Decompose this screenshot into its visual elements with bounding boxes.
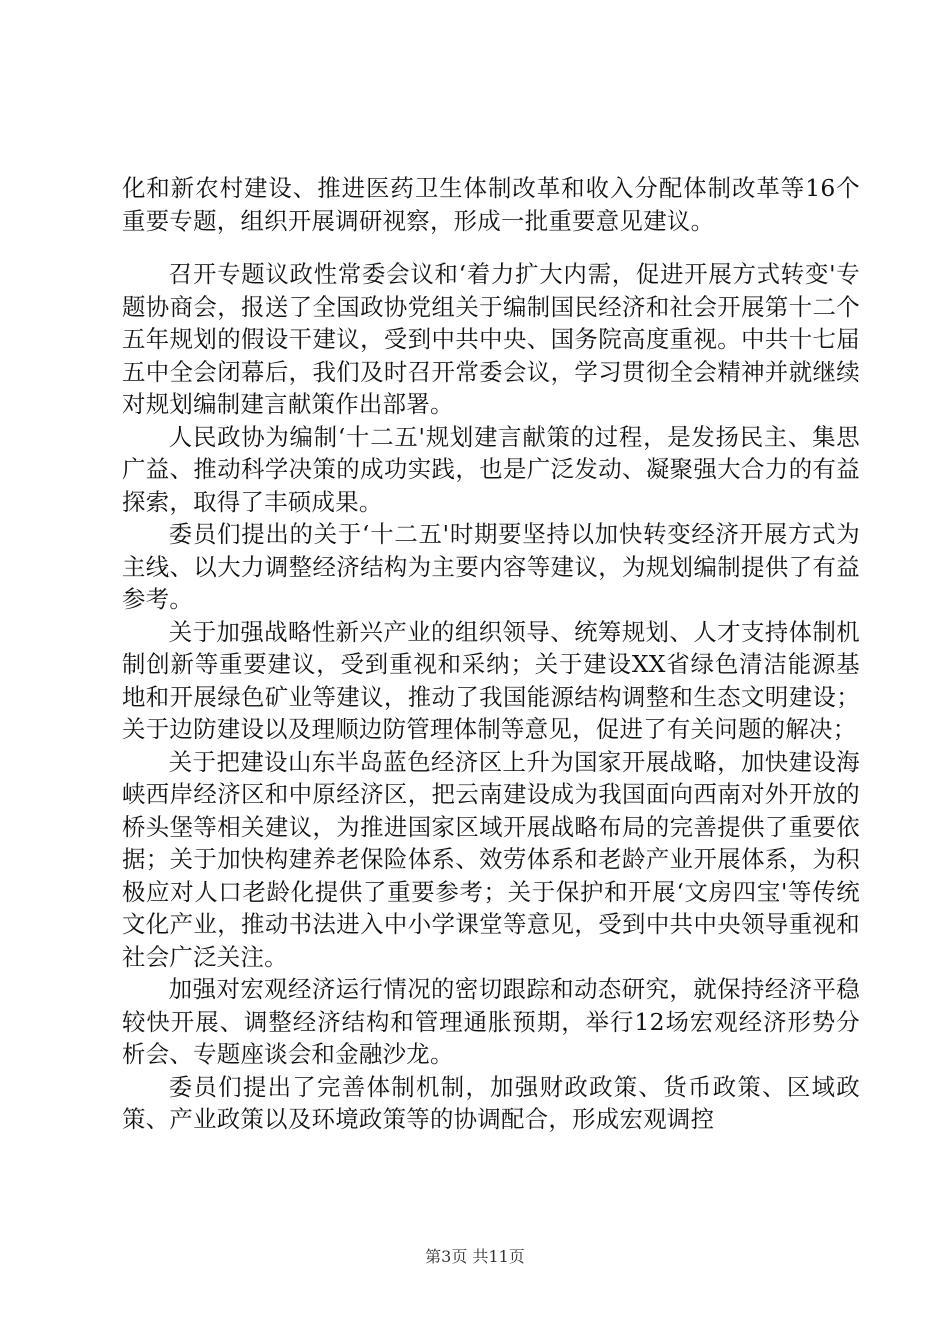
paragraph: 化和新农村建设、推进医药卫生体制改革和收入分配体制改革等16个重要专题，组织开展调研视察，形成一批重要意见建议。 (122, 174, 860, 235)
paragraph: 关于加强战略性新兴产业的组织领导、统筹规划、人才支持体制机制创新等重要建议，受到重视和采纳；关于建设XX省绿色清洁能源基地和开展绿色矿业等建议，推动了我国能源结构调整和生态文明建设；关于边防建设以及理顺边防管理体制等意见，促进了有关问题的解决； (122, 617, 860, 743)
paragraph: 关于把建设山东半岛蓝色经济区上升为国家开展战略，加快建设海峡西岸经济区和中原经济区，把云南建设成为我国面向西南对外开放的桥头堡等相关建议，为推进国家区域开展战略布局的完善提供了重要依据；关于加快构建养老保险体系、效劳体系和老龄产业开展体系，为积极应对人口老龄化提供了重要参考；关于保护和开展‘文房四宝'等传统文化产业，推动书法进入中小学课堂等意见，受到中共中央领导重视和社会广泛关注。 (122, 747, 860, 971)
paragraph: 加强对宏观经济运行情况的密切跟踪和动态研究，就保持经济平稳较快开展、调整经济结构和管理通胀预期，举行12场宏观经济形势分析会、专题座谈会和金融沙龙。 (122, 975, 860, 1068)
paragraph: 人民政协为编制‘十二五'规划建言献策的过程，是发扬民主、集思广益、推动科学决策的成功实践，也是广泛发动、凝聚强大合力的有益探索，取得了丰硕成果。 (122, 422, 860, 516)
body-text (122, 172, 860, 1136)
paragraph: 委员们提出了完善体制机制，加强财政政策、货币政策、区域政策、产业政策以及环境政策等的协调配合，形成宏观调控 (122, 1072, 860, 1133)
paragraph: 召开专题议政性常委会议和‘着力扩大内需，促进开展方式转变'专题协商会，报送了全国政协党组关于编制国民经济和社会开展第十二个五年规划的假设干建议，受到中共中央、国务院高度重视。中共十七届五中全会闭幕后，我们及时召开常委会议，学习贯彻全会精神并就继续对规划编制建言献策作出部署。 (122, 260, 860, 418)
page-number-footer: 第3页 共11页 (425, 1247, 525, 1266)
paragraph: 委员们提出的关于‘十二五'时期要坚持以加快转变经济开展方式为主线、以大力调整经济结构为主要内容等建议，为规划编制提供了有益参考。 (122, 520, 860, 613)
